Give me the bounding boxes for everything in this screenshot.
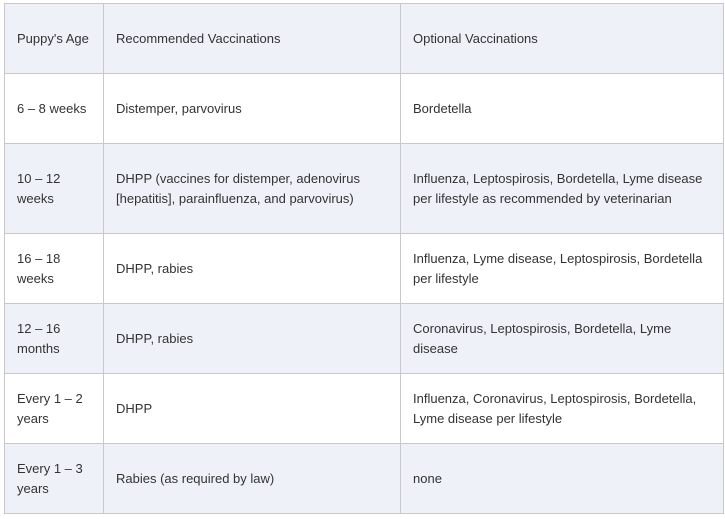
- header-optional: Optional Vaccinations: [401, 4, 724, 74]
- age-cell: 6 – 8 weeks: [5, 74, 104, 144]
- recommended-cell: Distemper, parvovirus: [104, 74, 401, 144]
- table-row: [5, 304, 724, 374]
- recommended-cell: DHPP: [104, 374, 401, 444]
- optional-cell: Coronavirus, Leptospirosis, Bordetella, Lyme disease: [401, 304, 724, 374]
- recommended-cell: DHPP, rabies: [104, 234, 401, 304]
- recommended-cell: DHPP (vaccines for distemper, adenovirus [hepatitis], parainfluenza, and parvovirus): [104, 144, 401, 234]
- optional-cell: Influenza, Lyme disease, Leptospirosis, Bordetella per lifestyle: [401, 234, 724, 304]
- table-header-row: [5, 4, 724, 74]
- header-recommended: Recommended Vaccinations: [104, 4, 401, 74]
- table-row: [5, 234, 724, 304]
- optional-cell: Influenza, Leptospirosis, Bordetella, Lyme disease per lifestyle as recommended by veterinarian: [401, 144, 724, 234]
- vaccination-schedule-table: [4, 3, 724, 514]
- table-row: [5, 444, 724, 514]
- recommended-cell: DHPP, rabies: [104, 304, 401, 374]
- optional-cell: Influenza, Coronavirus, Leptospirosis, Bordetella, Lyme disease per lifestyle: [401, 374, 724, 444]
- age-cell: 16 – 18 weeks: [5, 234, 104, 304]
- optional-cell: none: [401, 444, 724, 514]
- age-cell: 12 – 16 months: [5, 304, 104, 374]
- recommended-cell: Rabies (as required by law): [104, 444, 401, 514]
- table-row: [5, 374, 724, 444]
- age-cell: 10 – 12 weeks: [5, 144, 104, 234]
- table-row: [5, 74, 724, 144]
- table-row: [5, 144, 724, 234]
- header-age: Puppy's Age: [5, 4, 104, 74]
- optional-cell: Bordetella: [401, 74, 724, 144]
- age-cell: Every 1 – 2 years: [5, 374, 104, 444]
- age-cell: Every 1 – 3 years: [5, 444, 104, 514]
